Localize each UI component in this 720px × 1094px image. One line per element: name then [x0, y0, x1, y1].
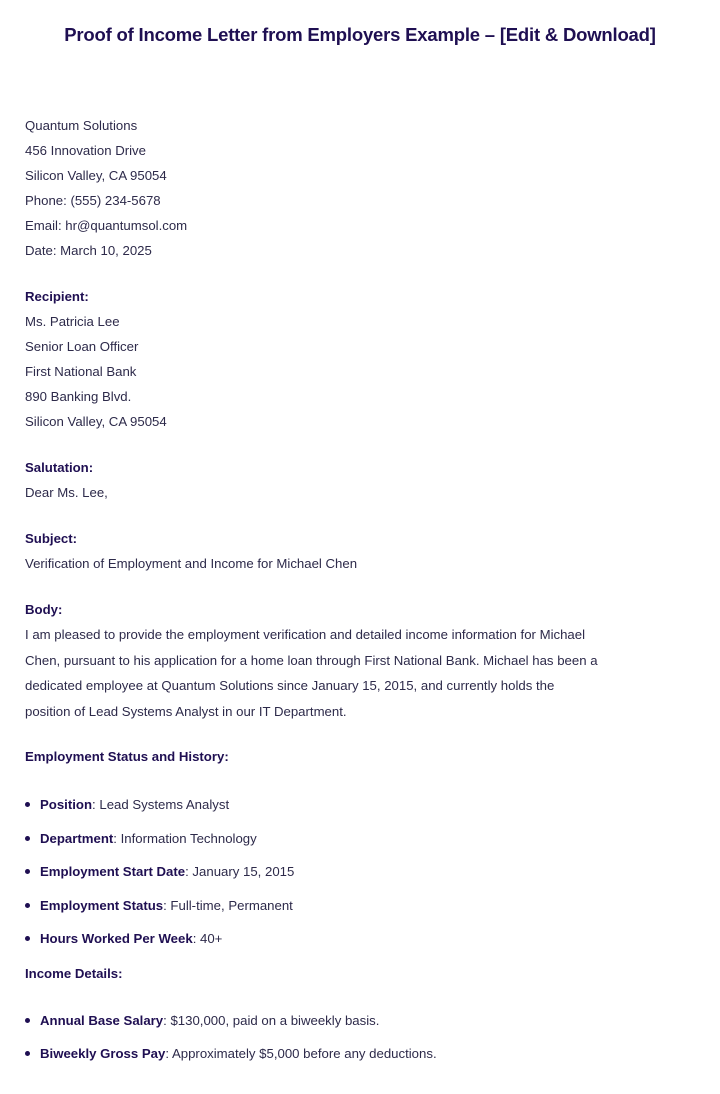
letter-document — [25, 113, 695, 1071]
recipient-title: Senior Loan Officer — [25, 339, 139, 354]
fact-value: : $130,000, paid on a biweekly basis. — [163, 1012, 380, 1028]
salutation-text: Dear Ms. Lee, — [25, 485, 108, 500]
sender-phone: Phone: (555) 234-5678 — [25, 193, 161, 208]
list-item — [25, 822, 695, 856]
sender-street: 456 Innovation Drive — [25, 143, 146, 158]
salutation-block — [25, 455, 695, 505]
recipient-street: 890 Banking Blvd. — [25, 389, 132, 404]
sender-email: Email: hr@quantumsol.com — [25, 218, 188, 233]
salutation-label: Salutation: — [25, 460, 94, 475]
body-line: dedicated employee at Quantum Solutions since January 15, 2015, and currently holds the — [25, 678, 555, 693]
recipient-label: Recipient: — [25, 289, 89, 304]
fact-key: Biweekly Gross Pay — [40, 1046, 166, 1061]
sender-city: Silicon Valley, CA 95054 — [25, 168, 167, 183]
fact-value: : 40+ — [192, 931, 223, 946]
recipient-organization: First National Bank — [25, 364, 137, 379]
subject-label: Subject: — [25, 531, 78, 546]
body-label: Body: — [25, 602, 63, 617]
body-line: position of Lead Systems Analyst in our IT Department. — [25, 703, 347, 719]
fact-value: : Lead Systems Analyst — [92, 797, 230, 812]
list-item — [25, 889, 695, 923]
list-item — [25, 855, 695, 889]
fact-value: : January 15, 2015 — [185, 864, 295, 879]
income-heading: Income Details: — [25, 965, 123, 981]
list-item — [25, 788, 695, 822]
sender-block — [25, 113, 695, 263]
fact-key: Annual Base Salary — [40, 1012, 164, 1028]
list-item — [25, 1037, 695, 1071]
recipient-name: Ms. Patricia Lee — [25, 314, 120, 329]
fact-value: : Information Technology — [113, 830, 257, 846]
subject-text: Verification of Employment and Income for Michael Chen — [25, 556, 358, 571]
fact-key: Employment Status — [40, 897, 164, 913]
employment-list — [25, 788, 695, 956]
body-line: I am pleased to provide the employment verification and detailed income information for Michael — [25, 627, 586, 642]
page-title: Proof of Income Letter from Employers Example – [Edit & Download] — [64, 24, 656, 45]
fact-key: Department — [40, 830, 114, 846]
fact-key: Position — [40, 797, 93, 812]
list-item — [25, 922, 695, 956]
recipient-block — [25, 284, 695, 434]
body-line: Chen, pursuant to his application for a home loan through First National Bank. Michael has been a — [25, 652, 598, 668]
letter-date: Date: March 10, 2025 — [25, 243, 152, 258]
sender-company: Quantum Solutions — [25, 118, 138, 133]
recipient-city: Silicon Valley, CA 95054 — [25, 414, 167, 429]
subject-block — [25, 526, 695, 576]
fact-value: : Full-time, Permanent — [163, 897, 293, 913]
body-block — [25, 597, 695, 724]
fact-key: Hours Worked Per Week — [40, 931, 193, 946]
list-item — [25, 1004, 695, 1038]
employment-heading: Employment Status and History: — [25, 749, 229, 764]
fact-value: : Approximately $5,000 before any deductions. — [165, 1046, 437, 1061]
fact-key: Employment Start Date — [40, 864, 186, 879]
income-list — [25, 1004, 695, 1071]
